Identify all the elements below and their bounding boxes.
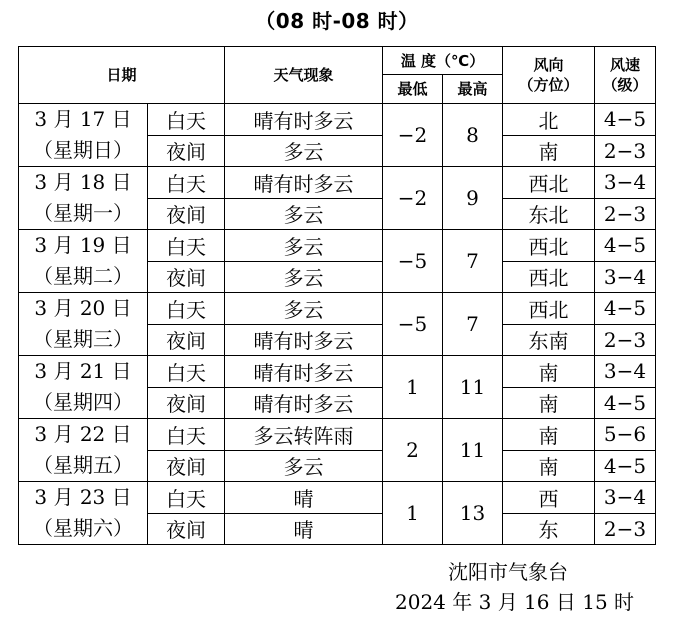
issue-timestamp: 2024 年 3 月 16 日 15 时 — [395, 590, 635, 614]
wind-speed-day: 5−6 — [595, 419, 656, 451]
table-row — [19, 482, 656, 514]
wind-speed-night: 2−3 — [595, 198, 656, 230]
wind-speed-night: 2−3 — [595, 135, 656, 167]
weather-night: 晴有时多云 — [225, 387, 383, 419]
weekday-label: （星期三） — [33, 327, 133, 351]
period-day: 白天 — [148, 167, 225, 199]
wind-speed-day: 4−5 — [595, 293, 656, 325]
weather-night: 多云 — [225, 450, 383, 482]
wind-speed-day: 3−4 — [595, 167, 656, 199]
period-day: 白天 — [148, 293, 225, 325]
header-wind-direction — [503, 47, 595, 104]
wind-direction-day: 西 — [503, 482, 595, 514]
weekday-label: （星期五） — [33, 453, 133, 477]
weather-night: 晴有时多云 — [225, 324, 383, 356]
wind-direction-night: 东北 — [503, 198, 595, 230]
temp-min: −2 — [383, 167, 443, 230]
weather-day: 晴有时多云 — [225, 104, 383, 136]
temp-min: 1 — [383, 482, 443, 545]
date-cell — [19, 230, 148, 293]
wind-direction-day: 西北 — [503, 167, 595, 199]
temp-min: −2 — [383, 104, 443, 167]
weekday-label: （星期二） — [33, 264, 133, 288]
wind-direction-night: 南 — [503, 135, 595, 167]
weather-night: 多云 — [225, 198, 383, 230]
header-temperature: 温 度（℃） — [383, 47, 503, 75]
temp-max: 11 — [443, 356, 503, 419]
wind-speed-day: 3−4 — [595, 356, 656, 388]
wind-speed-night: 2−3 — [595, 324, 656, 356]
wind-speed-day: 4−5 — [595, 104, 656, 136]
header-date: 日期 — [19, 47, 225, 104]
weather-day: 多云转阵雨 — [225, 419, 383, 451]
header-temp-max: 最高 — [443, 75, 503, 104]
period-day: 白天 — [148, 104, 225, 136]
header-wind-speed-unit: （级） — [602, 76, 648, 94]
table-row — [19, 167, 656, 199]
header-wind-speed — [595, 47, 656, 104]
weather-night: 多云 — [225, 261, 383, 293]
period-day: 白天 — [148, 356, 225, 388]
wind-direction-day: 西北 — [503, 293, 595, 325]
period-night: 夜间 — [148, 513, 225, 545]
wind-direction-day: 南 — [503, 356, 595, 388]
wind-direction-night: 南 — [503, 387, 595, 419]
temp-max: 7 — [443, 293, 503, 356]
table-row — [19, 230, 656, 262]
weather-day: 晴 — [225, 482, 383, 514]
table-row — [19, 293, 656, 325]
temp-max: 13 — [443, 482, 503, 545]
temp-max: 7 — [443, 230, 503, 293]
period-night: 夜间 — [148, 198, 225, 230]
table-row — [19, 419, 656, 451]
period-night: 夜间 — [148, 135, 225, 167]
wind-speed-night: 2−3 — [595, 513, 656, 545]
header-wind-direction-label: 风向 — [533, 56, 564, 74]
period-night: 夜间 — [148, 324, 225, 356]
period-night: 夜间 — [148, 450, 225, 482]
weather-day: 多云 — [225, 293, 383, 325]
date-cell — [19, 419, 148, 482]
period-day: 白天 — [148, 419, 225, 451]
temp-min: −5 — [383, 230, 443, 293]
period-day: 白天 — [148, 230, 225, 262]
wind-speed-day: 4−5 — [595, 230, 656, 262]
temp-min: 2 — [383, 419, 443, 482]
period-night: 夜间 — [148, 261, 225, 293]
weather-night: 多云 — [225, 135, 383, 167]
page-title: （08 时-08 时） — [255, 9, 419, 33]
weather-day: 晴有时多云 — [225, 356, 383, 388]
date-cell — [19, 482, 148, 545]
wind-speed-night: 4−5 — [595, 450, 656, 482]
period-day: 白天 — [148, 482, 225, 514]
date-cell — [19, 167, 148, 230]
wind-direction-night: 东南 — [503, 324, 595, 356]
temp-min: −5 — [383, 293, 443, 356]
wind-direction-night: 南 — [503, 450, 595, 482]
period-night: 夜间 — [148, 387, 225, 419]
header-temp-min: 最低 — [383, 75, 443, 104]
date-label: 3 月 17 日 — [34, 107, 132, 131]
temp-min: 1 — [383, 356, 443, 419]
weather-night: 晴 — [225, 513, 383, 545]
forecast-table — [18, 46, 656, 545]
weekday-label: （星期六） — [33, 516, 133, 540]
header-weather: 天气现象 — [225, 47, 383, 104]
wind-direction-day: 北 — [503, 104, 595, 136]
temp-max: 9 — [443, 167, 503, 230]
header-wind-speed-label: 风速 — [610, 56, 641, 74]
date-cell — [19, 293, 148, 356]
date-cell — [19, 356, 148, 419]
temp-max: 8 — [443, 104, 503, 167]
table-row — [19, 104, 656, 136]
temp-max: 11 — [443, 419, 503, 482]
wind-direction-night: 西北 — [503, 261, 595, 293]
wind-direction-day: 南 — [503, 419, 595, 451]
wind-speed-day: 3−4 — [595, 482, 656, 514]
wind-speed-night: 4−5 — [595, 387, 656, 419]
date-label: 3 月 18 日 — [34, 170, 132, 194]
date-label: 3 月 22 日 — [34, 422, 132, 446]
weather-day: 晴有时多云 — [225, 167, 383, 199]
date-label: 3 月 21 日 — [34, 359, 132, 383]
date-label: 3 月 20 日 — [34, 296, 132, 320]
date-label: 3 月 23 日 — [34, 485, 132, 509]
weekday-label: （星期一） — [33, 201, 133, 225]
date-cell — [19, 104, 148, 167]
header-wind-direction-unit: （方位） — [518, 76, 579, 94]
date-label: 3 月 19 日 — [34, 233, 132, 257]
weather-day: 多云 — [225, 230, 383, 262]
wind-speed-night: 3−4 — [595, 261, 656, 293]
wind-direction-day: 西北 — [503, 230, 595, 262]
weekday-label: （星期四） — [33, 390, 133, 414]
wind-direction-night: 东 — [503, 513, 595, 545]
weekday-label: （星期日） — [33, 138, 133, 162]
issuing-office: 沈阳市气象台 — [448, 560, 568, 584]
table-row — [19, 356, 656, 388]
